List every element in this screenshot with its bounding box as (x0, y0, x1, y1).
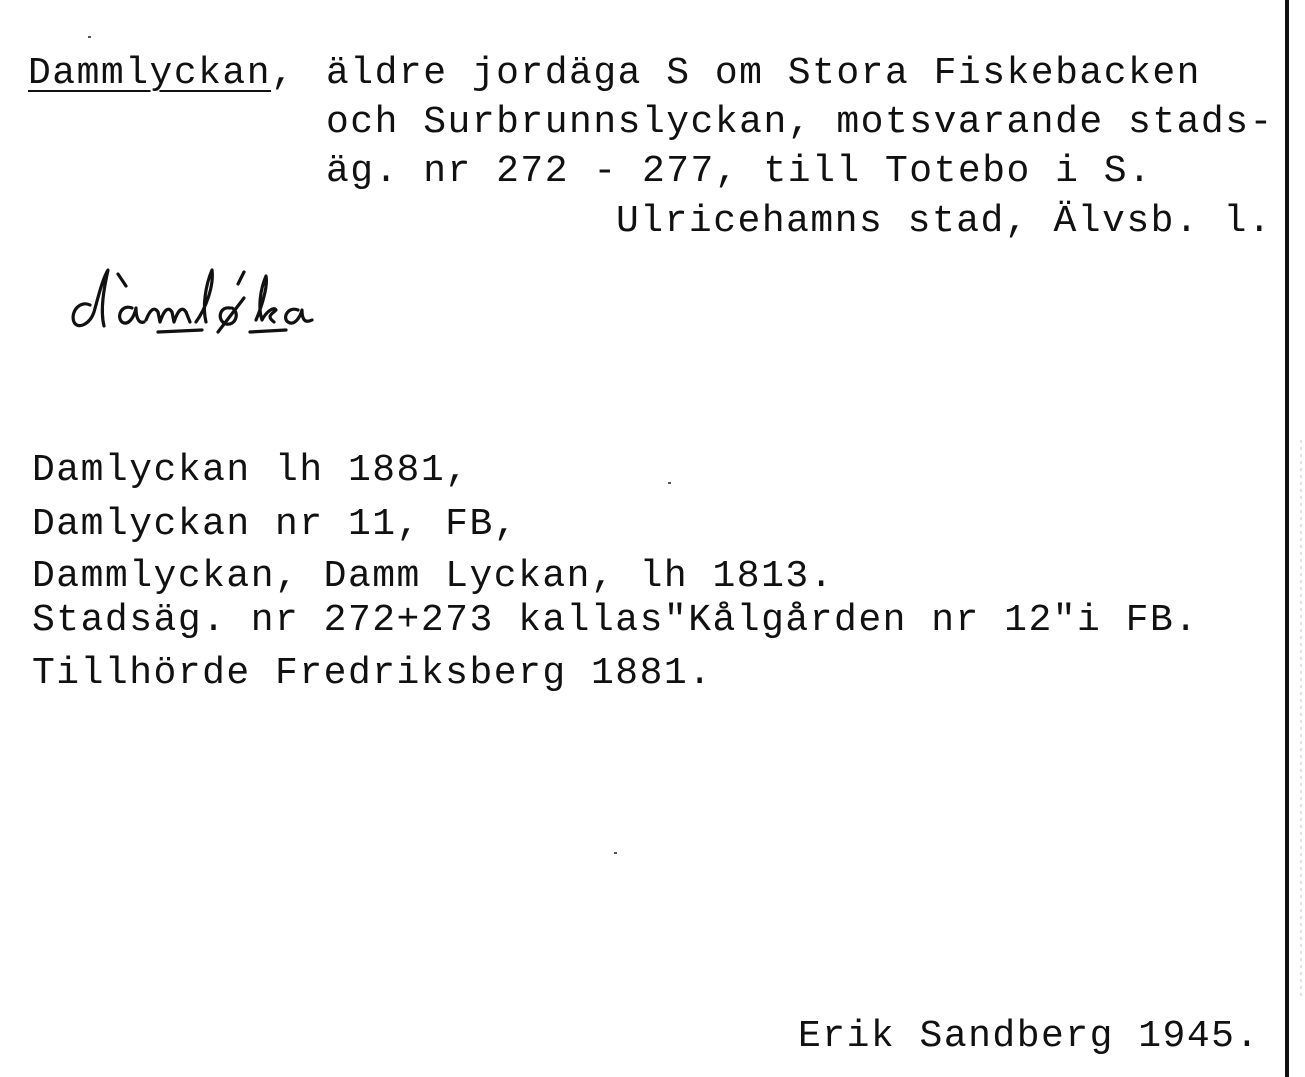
source-line-1: Damlyckan lh 1881, (32, 449, 470, 492)
card-right-edge (1285, 0, 1289, 1077)
headword-comma: , (271, 52, 296, 95)
signature: Erik Sandberg 1945. (798, 1015, 1260, 1058)
source-line-2: Damlyckan nr 11, FB, (32, 503, 519, 546)
definition-line-4: Ulricehamns stad, Älvsb. l. (616, 200, 1273, 243)
scan-speck (668, 482, 671, 484)
headword: Dammlyckan (28, 52, 272, 95)
scan-speck (88, 36, 91, 38)
scan-speck (614, 852, 617, 854)
headword-line (28, 52, 296, 95)
definition-line-3: äg. nr 272 - 277, till Totebo i S. (326, 150, 1153, 193)
scan-edge-shadow (1300, 440, 1302, 1000)
source-line-3: Dammlyckan, Damm Lyckan, lh 1813. (32, 555, 835, 598)
source-line-4: Stadsäg. nr 272+273 kallas"Kålgården nr 12"i FB. (32, 599, 1199, 642)
definition-line-2: och Surbrunnslyckan, motsvarande stads- (326, 101, 1274, 144)
definition-line-1: äldre jordäga S om Stora Fiskebacken (326, 52, 1201, 95)
handwritten-pronunciation (60, 250, 460, 350)
source-line-5: Tillhörde Fredriksberg 1881. (32, 652, 713, 695)
